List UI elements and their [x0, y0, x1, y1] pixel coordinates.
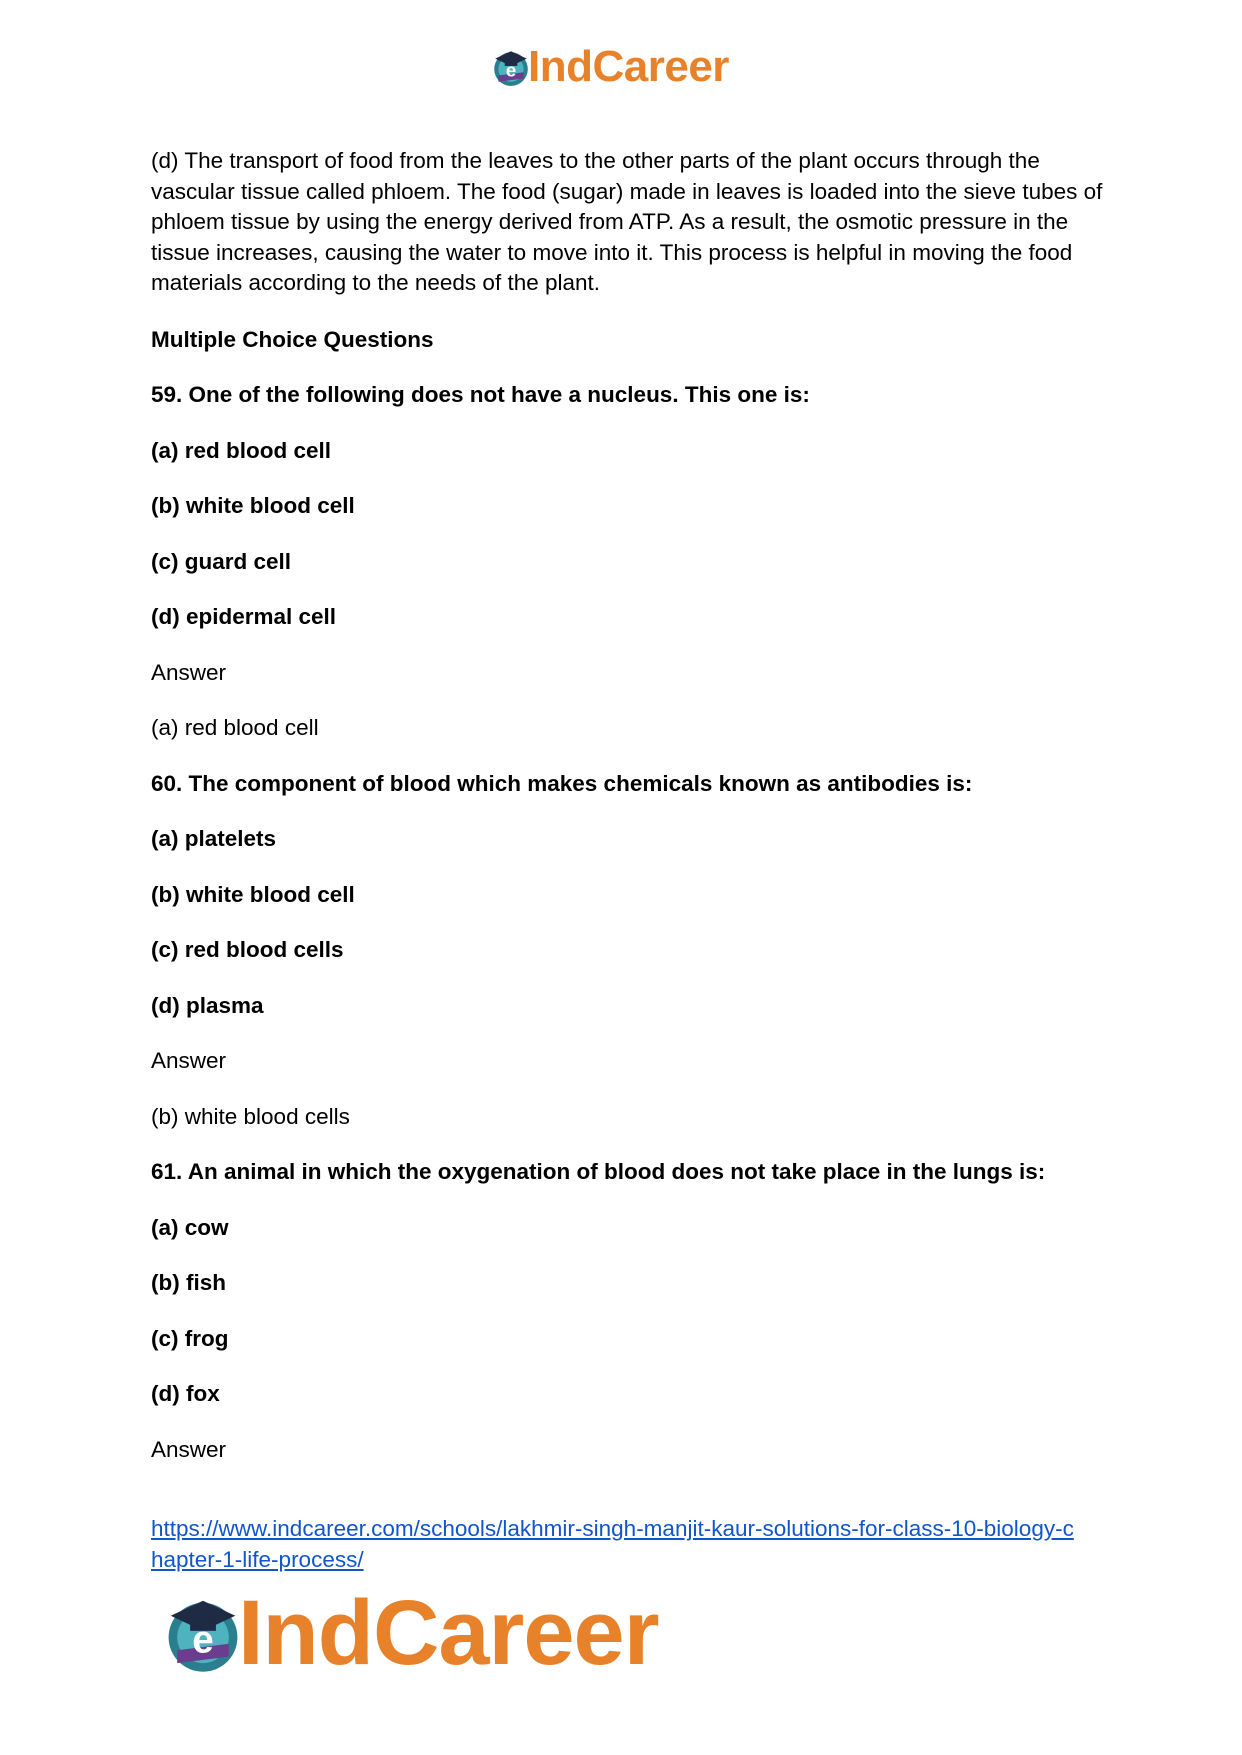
- option-item: (b) white blood cell: [151, 881, 355, 907]
- answer-text: (a) red blood cell: [151, 715, 319, 740]
- graduation-cap-globe-icon: [160, 1590, 246, 1676]
- option-item: (b) fish: [151, 1270, 226, 1295]
- answer-label: Answer: [151, 659, 227, 685]
- answer-label: Answer: [151, 1436, 227, 1462]
- option-item: (c) frog: [151, 1325, 229, 1351]
- source-link-line2: hapter-1-life-process/: [151, 1546, 364, 1572]
- logo-letter: e: [505, 60, 517, 82]
- question-text: 61. An animal in which the oxygenation of blood does not take place in the lungs is:: [151, 1159, 1046, 1184]
- question-text: 59. One of the following does not have a nucleus. This one is:: [151, 382, 810, 407]
- graduation-cap-globe-icon: [490, 46, 532, 88]
- document-body: [151, 146, 1111, 1490]
- question-text: 60. The component of blood which makes chemicals known as antibodies is:: [151, 770, 973, 796]
- option-item: (c) guard cell: [151, 548, 292, 574]
- option-item: (a) red blood cell: [151, 437, 332, 463]
- answer-paragraph: (d) The transport of food from the leaves to the other parts of the plant occurs through the vascular tissue called phloem. The food (sugar) made in leaves is loaded into the sieve tubes of phloem tissue by using the energy derived from ATP. As a result, the osmotic pressure in the tissue increases, causing the water to move into it. This process is helpful in moving the food materials according to the needs of the plant.: [151, 148, 1103, 295]
- option-item: (a) cow: [151, 1214, 229, 1240]
- answer-label: Answer: [151, 1048, 227, 1073]
- brand-name: IndCareer: [528, 42, 729, 91]
- option-item: (d) fox: [151, 1381, 220, 1406]
- option-item: (a) platelets: [151, 826, 277, 851]
- header-logo: [490, 42, 729, 92]
- option-item: (d) plasma: [151, 992, 264, 1018]
- answer-text: (b) white blood cells: [151, 1103, 350, 1129]
- option-item: (b) white blood cell: [151, 493, 355, 518]
- option-item: (c) red blood cells: [151, 937, 344, 962]
- source-link[interactable]: [151, 1514, 1111, 1575]
- section-heading: Multiple Choice Questions: [151, 326, 434, 352]
- source-link-line1: https://www.indcareer.com/schools/lakhmir-singh-manjit-kaur-solutions-for-class-10-biology-c: [151, 1516, 1074, 1541]
- brand-name: IndCareer: [238, 1582, 659, 1684]
- footer-logo: [160, 1582, 659, 1684]
- option-item: (d) epidermal cell: [151, 604, 337, 629]
- logo-letter: e: [192, 1618, 214, 1662]
